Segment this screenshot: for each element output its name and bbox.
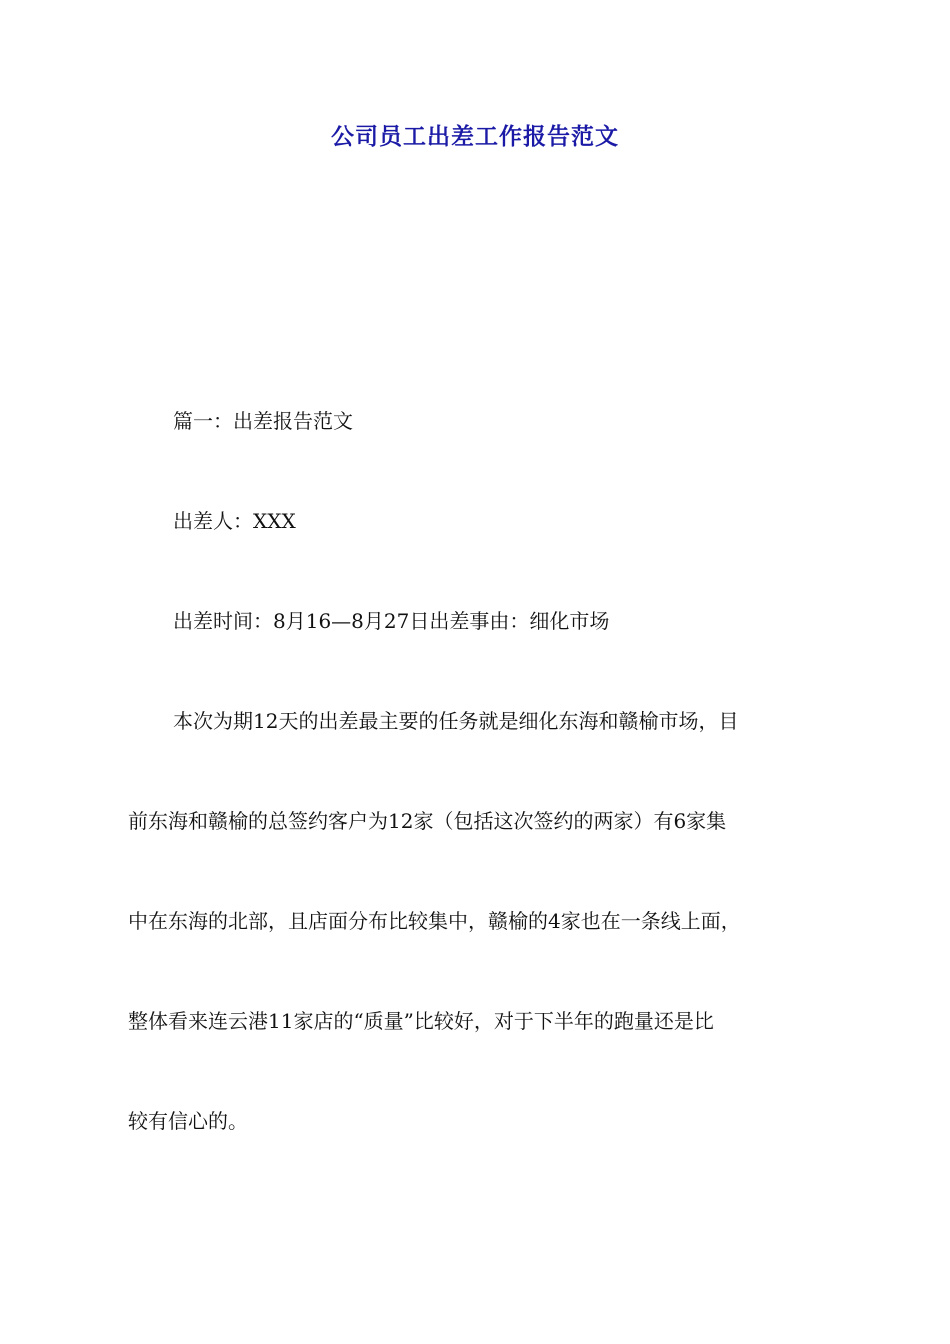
paragraph-line: 较有信心的。 <box>128 1109 248 1133</box>
paragraph-line: 中在东海的北部，且店面分布比较集中，赣榆的4家也在一条线上面， <box>128 909 741 933</box>
document-title: 公司员工出差工作报告范文 <box>331 124 619 150</box>
paragraph-line: 整体看来连云港11家店的“质量”比较好，对于下半年的跑量还是比 <box>128 1009 714 1033</box>
traveler-line: 出差人：XXX <box>173 509 296 533</box>
section-heading: 篇一：出差报告范文 <box>173 409 353 433</box>
paragraph-line: 前东海和赣榆的总签约客户为12家（包括这次签约的两家）有6家集 <box>128 809 727 833</box>
paragraph-line: 本次为期12天的出差最主要的任务就是细化东海和赣榆市场，目 <box>173 709 739 733</box>
time-reason-line: 出差时间：8月16—8月27日出差事由：细化市场 <box>173 609 610 633</box>
